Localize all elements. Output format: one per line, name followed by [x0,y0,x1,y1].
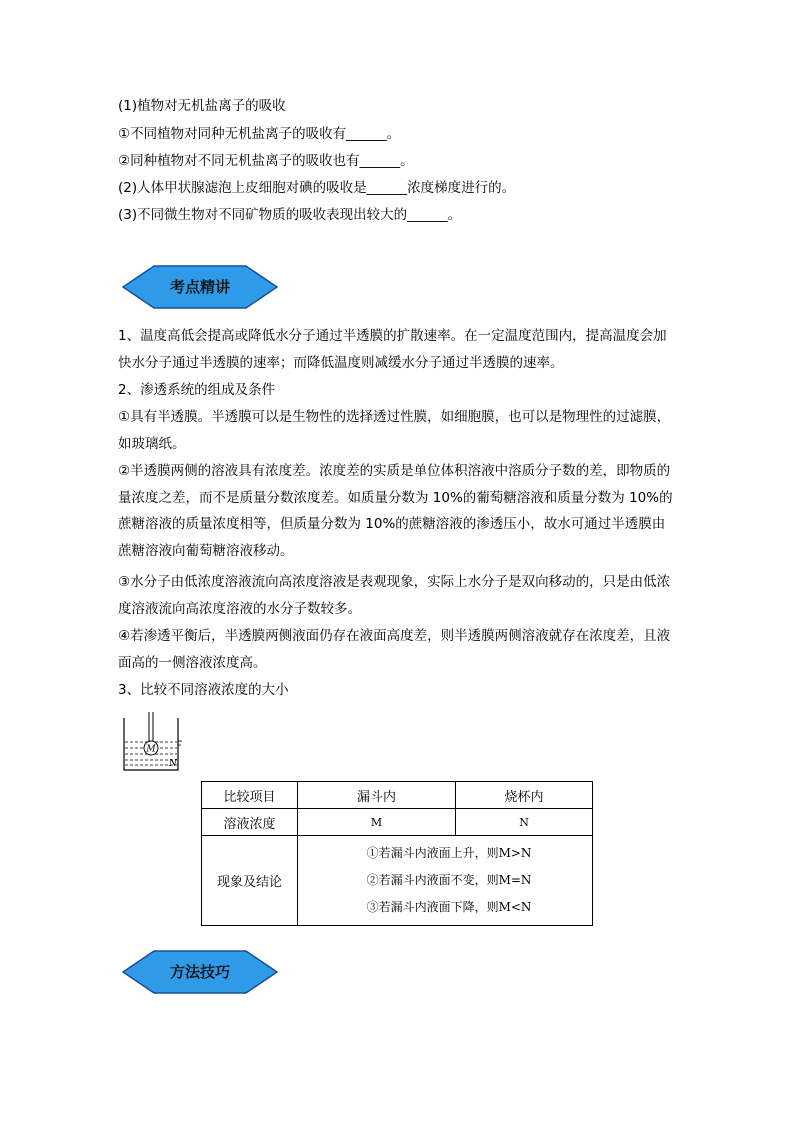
table-cell-label: 溶液浓度 [202,809,298,836]
section-badge-key-points [122,265,278,309]
conclusion-item: ①若漏斗内液面上升，则M>N [366,846,532,860]
table-cell-label: 现象及结论 [202,836,298,926]
table-row [202,836,593,926]
table-header-row [202,782,593,809]
section-title: 方法技巧 [169,963,230,981]
table-cell: N [456,809,593,836]
point-temperature: 1、温度高低会提高或降低水分子通过半透膜的扩散速率。在一定温度范围内，提高温度会加快水分子通过半透膜的速率；而降低温度则减缓水分子通过半透膜的速率。 [118,328,667,371]
intro-item-4: (3)不同微生物对不同矿物质的吸收表现出较大的______。 [118,207,462,223]
concentration-comparison-table [201,781,593,926]
intro-item-2: ②同种植物对不同无机盐离子的吸收也有______。 [118,153,414,169]
label-m: M [146,744,156,755]
conclusion-item: ②若漏斗内液面不变，则M=N [366,873,532,887]
point-semipermeable: ①具有半透膜。半透膜可以是生物性的选择透过性膜，如细胞膜，也可以是物理性的过滤膜，如玻璃纸。 [118,409,671,452]
section-badge-methods [122,950,278,994]
table-header: 烧杯内 [456,782,593,809]
table-cell: M [298,809,456,836]
label-n: N [169,759,177,769]
conclusion-item: ③若漏斗内液面下降，则M<N [366,900,532,914]
table-row [202,809,593,836]
point-compare-heading: 3、比较不同溶液浓度的大小 [118,682,289,698]
section-title: 考点精讲 [169,278,230,296]
point-osmosis-heading: 2、渗透系统的组成及条件 [118,382,276,398]
table-header: 漏斗内 [298,782,456,809]
point-equilibrium: ④若渗透平衡后，半透膜两侧液面仍存在液面高度差，则半透膜两侧溶液就存在浓度差，且液面高的一侧溶液浓度高。 [118,628,671,671]
osmosis-apparatus-diagram [118,712,188,776]
table-cell-conclusions [298,836,593,926]
point-water-movement: ③水分子由低浓度溶液流向高浓度溶液是表观现象，实际上水分子是双向移动的，只是由低浓度溶液流向高浓度溶液的水分子数较多。 [118,574,671,617]
table-header: 比较项目 [202,782,298,809]
intro-item-3: (2)人体甲状腺滤泡上皮细胞对碘的吸收是______浓度梯度进行的。 [118,180,516,196]
point-concentration-diff: ②半透膜两侧的溶液具有浓度差。浓度差的实质是单位体积溶液中溶质分子数的差，即物质的量浓度之差，而不是质量分数浓度差。如质量分数为 10%的葡萄糖溶液和质量分数为 10%的蔗糖溶液的质量浓度相等，但质量分数为 10%的蔗糖溶液的渗透压小，故水可通过半透膜由蔗糖溶液向葡萄糖溶液移动。 [118,463,673,559]
intro-heading: (1)植物对无机盐离子的吸收 [118,98,286,114]
intro-item-1: ①不同植物对同种无机盐离子的吸收有______。 [118,126,401,142]
